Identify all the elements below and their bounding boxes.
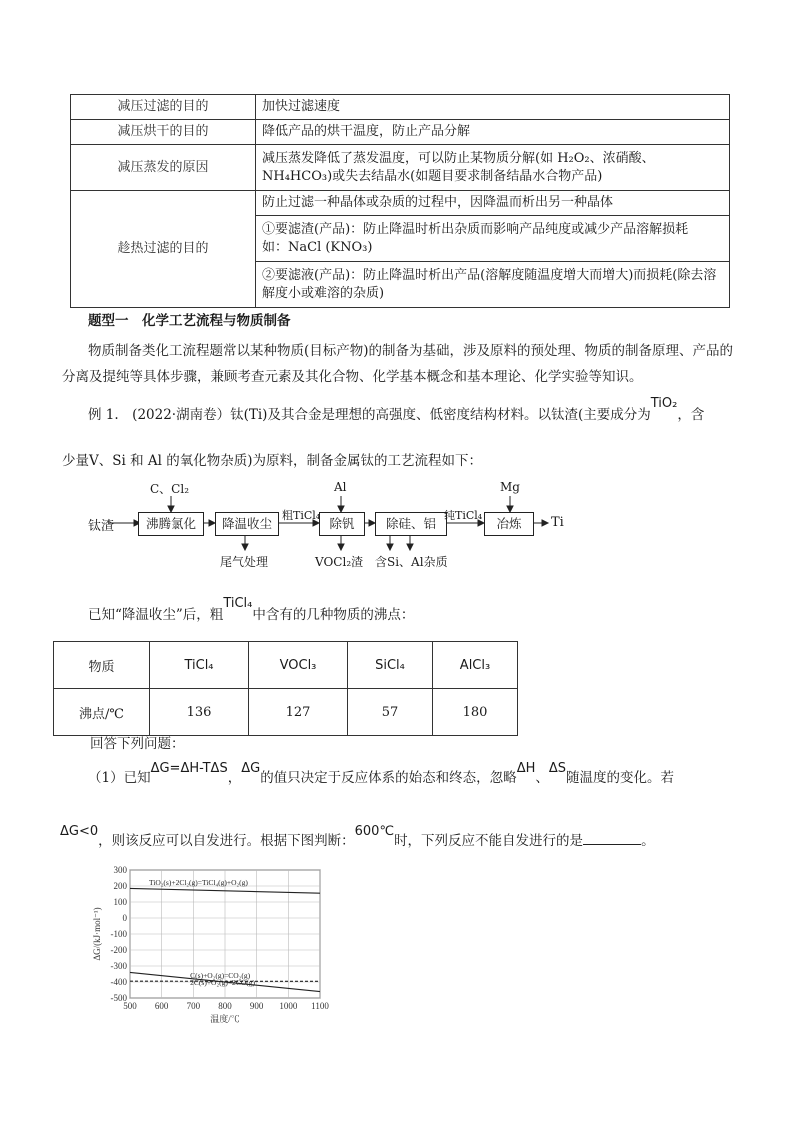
flow-output-vocl2: VOCl₂渣 [315,555,364,569]
section-title: 题型一 化学工艺流程与物质制备 [88,313,291,329]
gibbs-formula: ΔG=ΔH-TΔS [150,761,228,776]
y-tick-label: -200 [110,945,127,955]
ticl4-formula: TiCl₄ [223,596,253,611]
table-cell-key: 减压蒸发的原因 [71,145,256,191]
x-tick-label: 900 [249,1001,264,1011]
process-purpose-table [70,94,730,308]
x-tick-label: 1000 [279,1001,298,1011]
y-tick-label: 0 [122,913,127,923]
table-cell-value: ①要滤渣(产品)：防止降温时析出杂质而影响产品纯度或减少产品溶解损耗 如：NaCl (KNO₃) [256,216,730,262]
table-row [54,689,518,736]
y-tick-label: 300 [113,865,127,875]
x-axis-label: 温度/℃ [210,1014,240,1024]
dg-symbol: ΔG [241,761,261,776]
table-header-cell: SiCl₄ [348,642,433,689]
table-cell-key: 减压烘干的目的 [71,120,256,145]
flow-box-smelting: 冶炼 [484,512,534,536]
table-header-cell: 物质 [54,642,150,689]
series-label: C(s)+O₂(g)=CO₂(g) [190,971,251,980]
table-cell-key: 趁热过滤的目的 [71,191,256,308]
flow-end-label: Ti [551,515,564,530]
flow-label-pure-ticl4: 纯TiCl₄ [444,509,483,522]
y-tick-label: -300 [110,961,127,971]
table-cell: 沸点/℃ [54,689,150,736]
known-line [62,596,738,627]
table-cell: 136 [150,689,249,736]
table-row [71,191,730,216]
question-1-line-2 [60,824,738,853]
table-cell: 127 [249,689,348,736]
flow-input-c-cl2: C、Cl₂ [150,482,190,496]
temperature-value: 600℃ [354,824,395,839]
known-text: 已知“降温收尘”后，粗 [88,607,224,623]
delta-g-temperature-chart [90,862,340,1032]
q1-text: （1）已知 [88,770,151,786]
y-tick-label: -400 [110,977,127,987]
flow-box-vanadium-removal: 除钒 [319,512,365,536]
example-text-end: ，含 [677,407,705,423]
example-line [62,396,738,427]
table-cell-value: 减压蒸发降低了蒸发温度，可以防止某物质分解(如 H₂O₂、浓硝酸、NH₄HCO₃)或失去结晶水(如题目要求制备结晶水合物产品) [256,145,730,191]
flow-input-mg: Mg [500,480,520,494]
q1-text: ，则该反应可以自发进行。根据下图判断： [98,833,355,849]
q1-text: 。 [641,833,655,849]
series-label: 2C(s)+O₂(g)=2CO(g) [190,978,255,988]
flow-start-label: 钛渣 [88,519,115,534]
table-header-row [54,642,518,689]
boiling-point-table [53,641,518,736]
table-row [71,95,730,120]
flow-input-al: Al [334,480,347,494]
series-label: TiO₂(s)+2Cl₂(g)=TiCl₄(g)+O₂(g) [149,878,248,888]
table-cell-value: 降低产品的烘干温度，防止产品分解 [256,120,730,145]
x-tick-label: 700 [186,1001,201,1011]
question-1-line-1 [88,761,750,790]
table-header-cell: AlCl₃ [433,642,518,689]
table-row [71,145,730,191]
x-tick-label: 800 [218,1001,232,1011]
q1-text: 、 [535,770,549,786]
x-tick-label: 1100 [311,1001,329,1011]
q1-text: 的值只决定于反应体系的始态和终态，忽略 [260,770,517,786]
example-line-2: 少量V、Si 和 Al 的氧化物杂质)为原料，制备金属钛的工艺流程如下： [62,453,483,469]
table-header-cell: VOCl₃ [249,642,348,689]
table-row [71,120,730,145]
table-cell-value: 加快过滤速度 [256,95,730,120]
y-tick-label: 100 [113,897,127,907]
table-cell: 180 [433,689,518,736]
example-text: 例 1. (2022·湖南卷）钛(Ti)及其合金是理想的高强度、低密度结构材料。以钛渣(主要成分为 [88,407,651,423]
x-tick-label: 500 [123,1001,137,1011]
x-tick-label: 600 [154,1001,169,1011]
ds-symbol: ΔS [548,761,567,776]
table-cell-key: 减压过滤的目的 [71,95,256,120]
flow-box-cooling: 降温收尘 [215,512,279,536]
y-tick-label: -500 [110,993,127,1003]
table-cell-value: ②要滤液(产品)：防止降温时析出产品(溶解度随温度增大而增大)而损耗(除去溶解度小或难溶的杂质) [256,262,730,308]
table-cell-value: 防止过滤一种晶体或杂质的过程中，因降温而析出另一种晶体 [256,191,730,216]
flow-output-si-al: 含Si、Al杂质 [375,555,448,569]
q1-text: 随温度的变化。若 [566,770,675,786]
flow-output-tail-gas: 尾气处理 [220,555,269,569]
flow-box-si-al-removal: 除硅、铝 [375,512,447,536]
flow-box-chlorination: 沸腾氯化 [138,512,204,536]
answer-blank[interactable] [583,832,641,845]
table-cell: 57 [348,689,433,736]
y-axis-label: ΔG/(kJ·mol⁻¹) [92,907,102,961]
q1-text: 时，下列反应不能自发进行的是 [394,833,584,849]
y-tick-label: -100 [110,929,127,939]
tio2-formula: TiO₂ [650,396,678,411]
table-header-cell: TiCl₄ [150,642,249,689]
answer-prompt: 回答下列问题： [90,736,185,752]
y-tick-label: 200 [113,881,127,891]
dh-symbol: ΔH [516,761,536,776]
known-text-end: 中含有的几种物质的沸点： [252,607,415,623]
intro-paragraph: 物质制备类化工流程题常以某种物质(目标产物)的制备为基础，涉及原料的预处理、物质的制备原理、产品的分离及提纯等具体步骤，兼顾考查元素及其化合物、化学基本概念和基本理论、化学实验等知识。 [62,343,734,385]
flow-label-crude-ticl4: 粗TiCl₄ [282,509,321,522]
q1-text: ， [227,770,242,786]
dg-condition: ΔG<0 [60,824,99,839]
